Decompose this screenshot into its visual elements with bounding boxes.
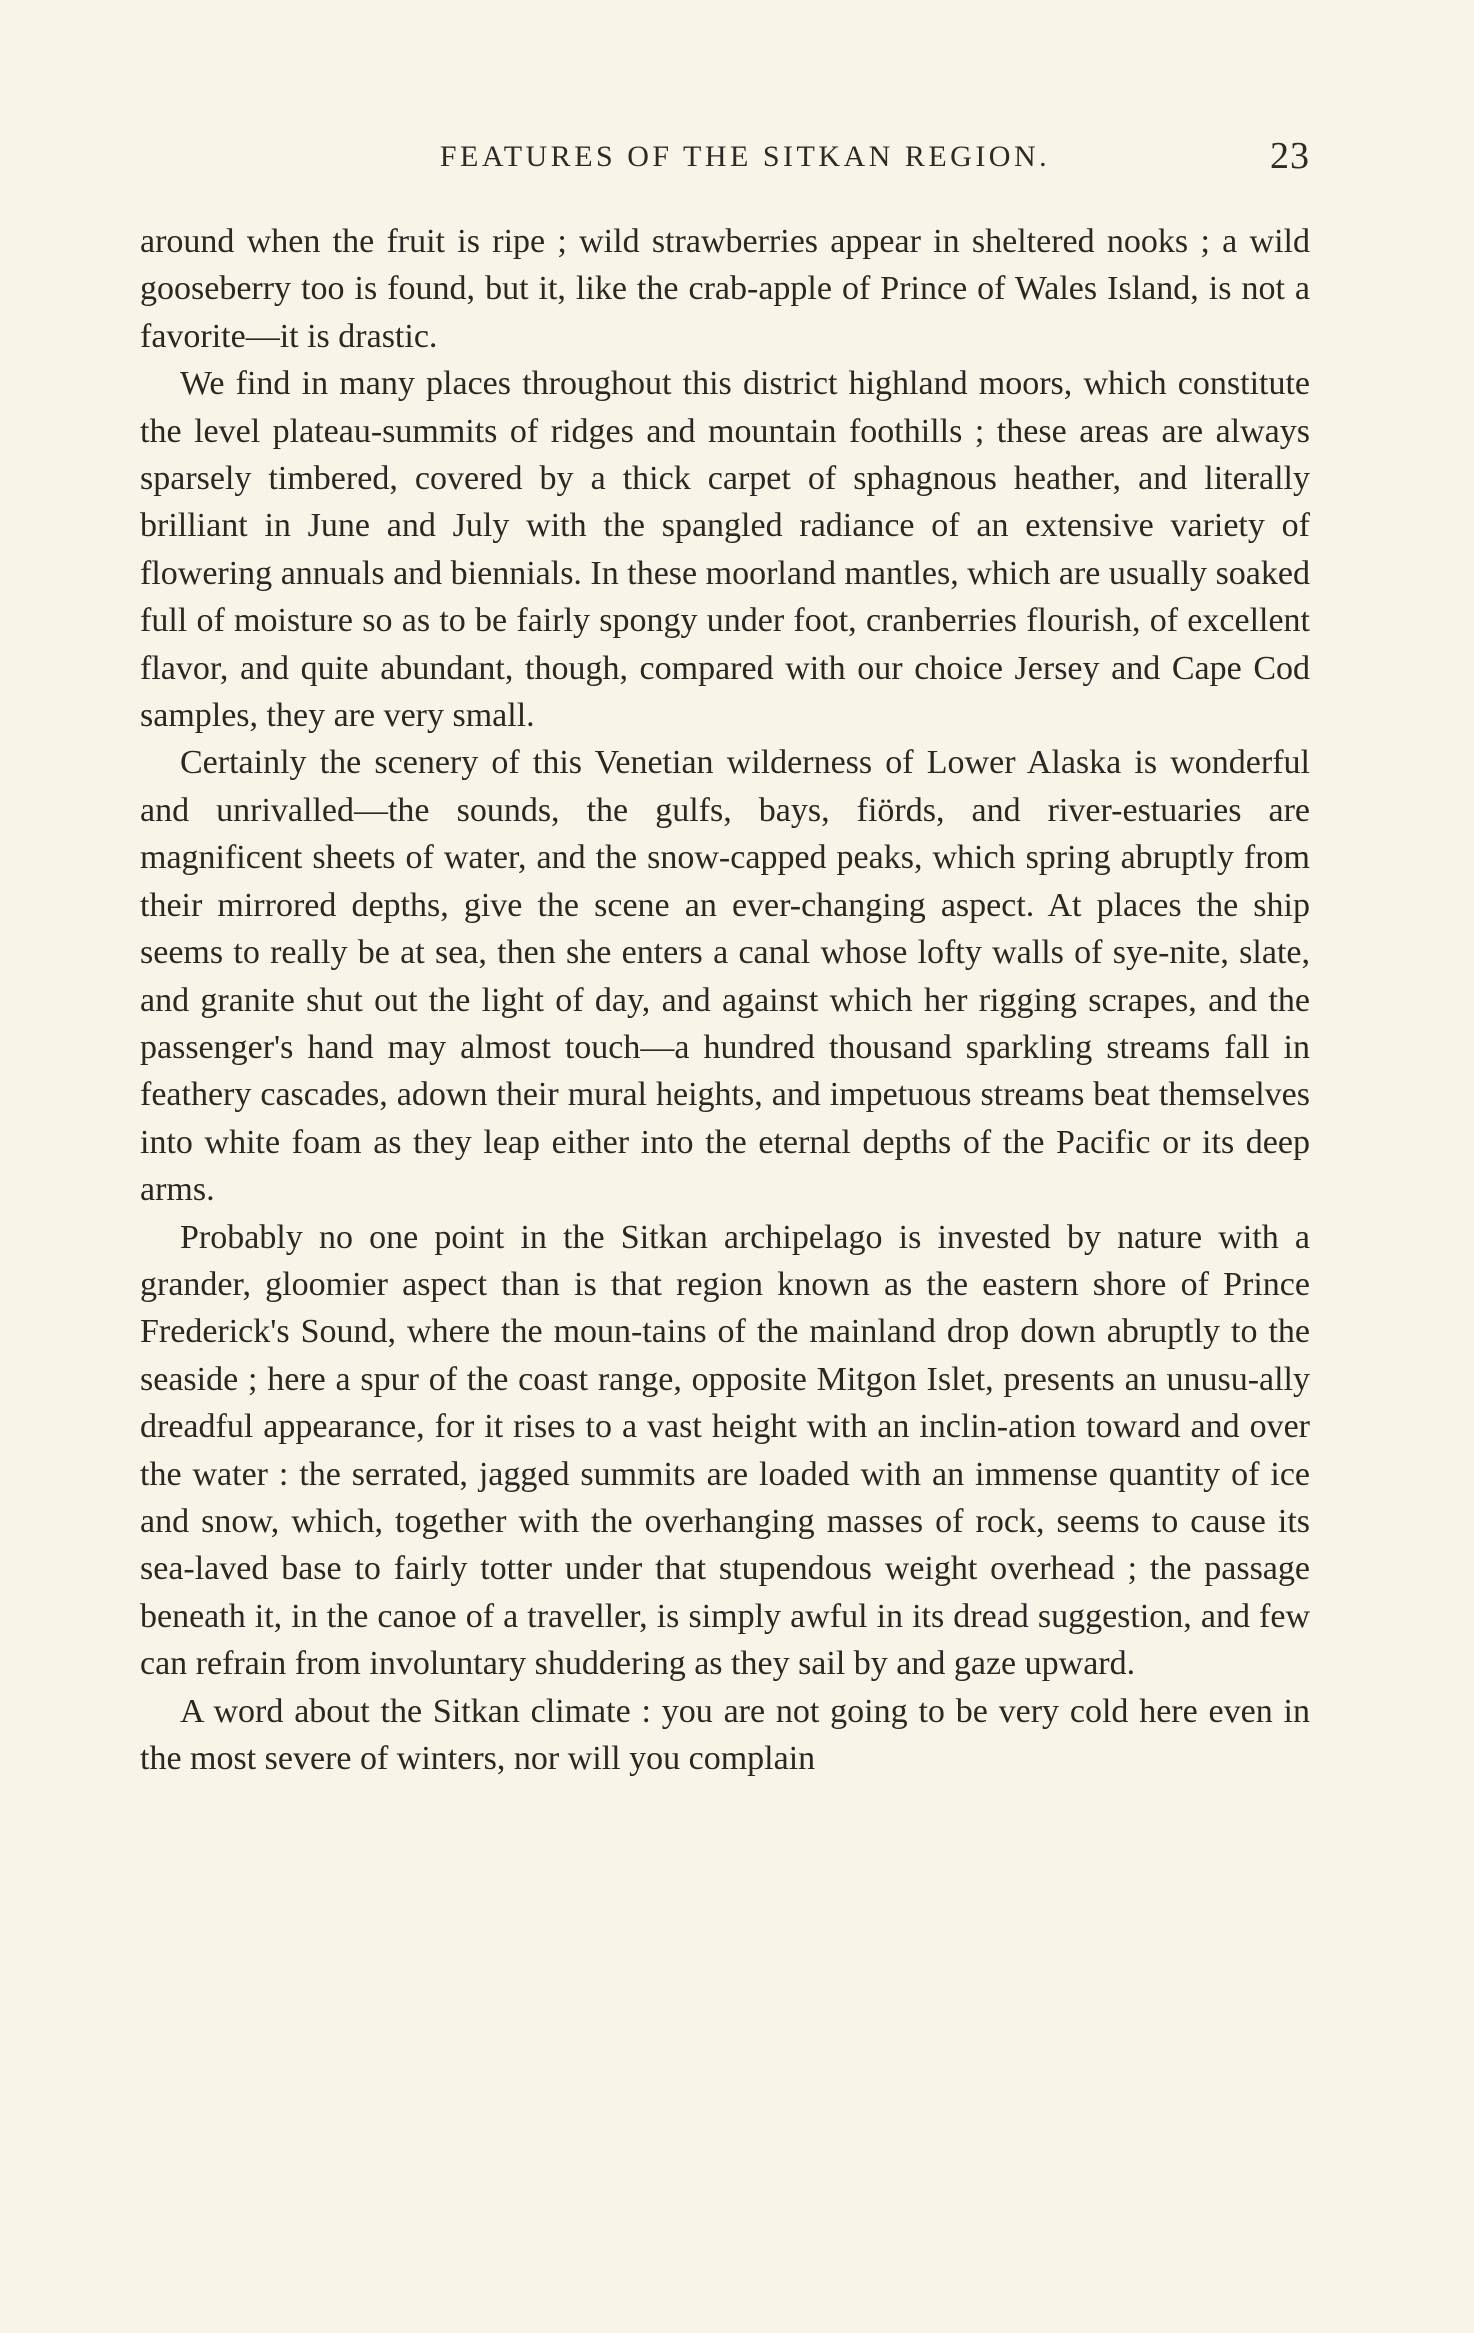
body-text: [140, 218, 1310, 1782]
paragraph-highland-moors: We find in many places throughout this district highland moors, which constitute the level plateau-summits of ridges and mountain foothills ; these areas are always sparsely timbered, covered by a thick carpet of sphagnous heather, and literally brilliant in June and July with the spangled radiance of an extensive variety of flowering annuals and biennials. In these moorland mantles, which are usually soaked full of moisture so as to be fairly spongy under foot, cranberries flourish, of excellent flavor, and quite abundant, though, compared with our choice Jersey and Cape Cod samples, they are very small.: [140, 365, 1310, 735]
page-number: 23: [1270, 135, 1310, 177]
running-head: [140, 135, 1310, 190]
running-head-title: FEATURES OF THE SITKAN REGION.: [439, 140, 1051, 173]
paragraph-climate: A word about the Sitkan climate : you are not going to be very cold here even in the most severe of winters, nor will you complain: [140, 1692, 1310, 1777]
paragraph-prince-fredericks-sound: Probably no one point in the Sitkan archipelago is invested by nature with a grander, gloomier aspect than is that region known as the eastern shore of Prince Frederick's Sound, where the moun-tains of the mainland drop down abruptly to the seaside ; here a spur of the coast range, opposite Mitgon Islet, presents an unusu-ally dreadful appearance, for it rises to a vast height with an inclin-ation toward and over the water : the serrated, jagged summits are loaded with an immense quantity of ice and snow, which, together with the overhanging masses of rock, seems to cause its sea-laved base to fairly totter under that stupendous weight overhead ; the passage beneath it, in the canoe of a traveller, is simply awful in its dread suggestion, and few can refrain from involuntary shuddering as they sail by and gaze upward.: [140, 1218, 1310, 1683]
paragraph-continuation: around when the fruit is ripe ; wild strawberries appear in sheltered nooks ; a wild gooseberry too is found, but it, like the crab-apple of Prince of Wales Island, is not a favorite—it is drastic.: [140, 223, 1310, 355]
paragraph-scenery: Certainly the scenery of this Venetian wilderness of Lower Alaska is wonderful and unrivalled—the sounds, the gulfs, bays, fiörds, and river-estuaries are magnificent sheets of water, and the snow-capped peaks, which spring abruptly from their mirrored depths, give the scene an ever-changing aspect. At places the ship seems to really be at sea, then she enters a canal whose lofty walls of sye-nite, slate, and granite shut out the light of day, and against which her rigging scrapes, and the passenger's hand may almost touch—a hundred thousand sparkling streams fall in feathery cascades, adown their mural heights, and impetuous streams beat themselves into white foam as they leap either into the eternal depths of the Pacific or its deep arms.: [140, 744, 1310, 1209]
